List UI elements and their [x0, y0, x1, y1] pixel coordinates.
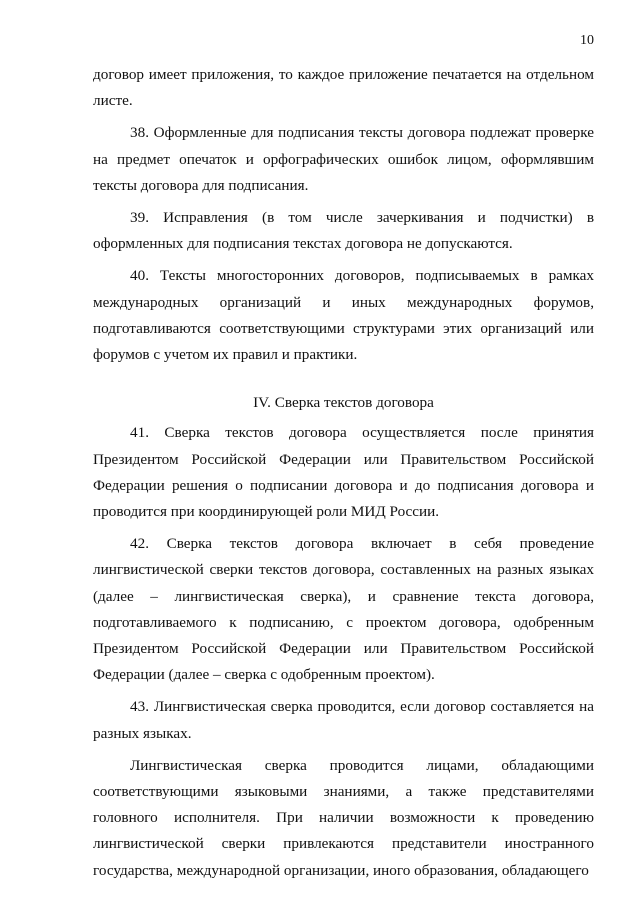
paragraph-40: 40. Тексты многосторонних договоров, подписываемых в рамках международных организаций и иных международных форумов, подготавливаются соответствующими структурами этих организаций или форумов с учетом их правил и практики. — [93, 267, 594, 364]
paragraph-43: 43. Лингвистическая сверка проводится, если договор составляется на разных языках. — [93, 698, 594, 742]
paragraph-linguistic-check: Лингвистическая сверка проводится лицами, обладающими соответствующими языковыми знаниями, а также представителями головного исполнителя. При наличии возможности к проведению лингвистической сверки привлекаются представители иностранного государства, международной организации, иного образования, обладающего — [93, 756, 594, 879]
paragraph-continuation: договор имеет приложения, то каждое приложение печатается на отдельном листе. — [93, 66, 594, 110]
paragraph-42: 42. Сверка текстов договора включает в себя проведение лингвистической сверки текстов договора, составленных на разных языках (далее – лингвистическая сверка), и сравнение текста договора, подготавливаемого к подписанию, с проектом договора, одобренным Президентом Российской Федерации или Правительством Российской Федерации (далее – сверка с одобренным проектом). — [93, 535, 594, 684]
page-number: 10 — [580, 33, 594, 48]
paragraph-41: 41. Сверка текстов договора осуществляется после принятия Президентом Российской Федерации или Правительством Российской Федерации решения о подписании договора и до подписания договора и проводится при координирующей роли МИД России. — [93, 424, 594, 521]
paragraph-38: 38. Оформленные для подписания тексты договора подлежат проверке на предмет опечаток и орфографических ошибок лицом, оформлявшим тексты договора для подписания. — [93, 124, 594, 194]
section-heading: IV. Сверка текстов договора — [253, 394, 434, 412]
document-body — [93, 62, 594, 890]
paragraph-39: 39. Исправления (в том числе зачеркивания и подчистки) в оформленных для подписания текстах договора не допускаются. — [93, 209, 594, 253]
